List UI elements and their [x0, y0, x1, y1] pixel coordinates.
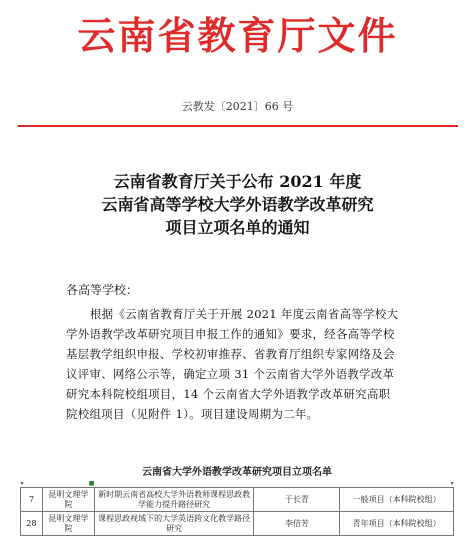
- project-leader: 李佶芳: [254, 512, 340, 536]
- filter-dropdown-icon: ▾: [20, 480, 24, 487]
- school-name: 昆明文理学院: [42, 488, 94, 512]
- row-number: 7: [21, 488, 43, 512]
- table-title: 云南省大学外语教学改革研究项目立项名单: [142, 467, 332, 478]
- salutation: 各高等学校：: [66, 283, 139, 297]
- issuing-authority-header: 云南省教育厅文件: [77, 14, 398, 58]
- body-line: 院校组项目（见附件 1）。项目建设周期为二年。: [66, 407, 319, 421]
- notice-title: [0, 170, 475, 239]
- filter-cell: [254, 478, 340, 488]
- notice-title-line: 项目立项名单的通知: [165, 218, 310, 237]
- body-line: 基层教学组织申报、学校初审推荐、省教育厅组织专家网络及会: [66, 347, 395, 361]
- table-row: [21, 488, 454, 512]
- notice-title-line: 云南省高等学校大学外语教学改革研究: [101, 195, 374, 214]
- filter-cell: [21, 478, 43, 488]
- body-line: 议评审、网络公示等，确定立项 31 个云南省大学外语教学改革: [66, 367, 395, 381]
- body-line: 研究本科院校组项目，14 个云南省大学外语教学改革研究高职: [66, 387, 391, 401]
- notice-body: [66, 304, 438, 424]
- project-name: 新时期云南省高校大学外语教师课程思政教学能力提升路径研究: [94, 488, 254, 512]
- project-list-table: [20, 463, 454, 536]
- school-name: 昆明文理学院: [42, 512, 94, 536]
- project-category: 一般项目（本科院校组）: [340, 488, 454, 512]
- table-row: [21, 512, 454, 536]
- filter-dropdown-icon: ▾: [450, 480, 454, 487]
- filter-cell: [340, 478, 454, 488]
- project-category: 青年项目（本科院校组）: [340, 512, 454, 536]
- red-divider-line: [18, 125, 458, 127]
- notice-title-line: 云南省教育厅关于公布 2021 年度: [113, 172, 362, 191]
- filter-cell: [42, 478, 94, 488]
- project-name: 课程思政视域下的大学英语跨文化教学路径研究: [94, 512, 254, 536]
- project-leader: 于长青: [254, 488, 340, 512]
- filter-row: [21, 478, 454, 488]
- filter-active-icon: ■: [88, 480, 95, 487]
- row-number: 28: [21, 512, 43, 536]
- table-title-row: [21, 463, 454, 478]
- filter-cell: [94, 478, 254, 488]
- body-line: 根据《云南省教育厅关于开展 2021 年度云南省高等学校大: [90, 307, 399, 321]
- document-number: 云教发〔2021〕66 号: [181, 100, 294, 113]
- body-line: 学外语教学改革研究项目申报工作的通知》要求，经各高等学校: [66, 327, 395, 341]
